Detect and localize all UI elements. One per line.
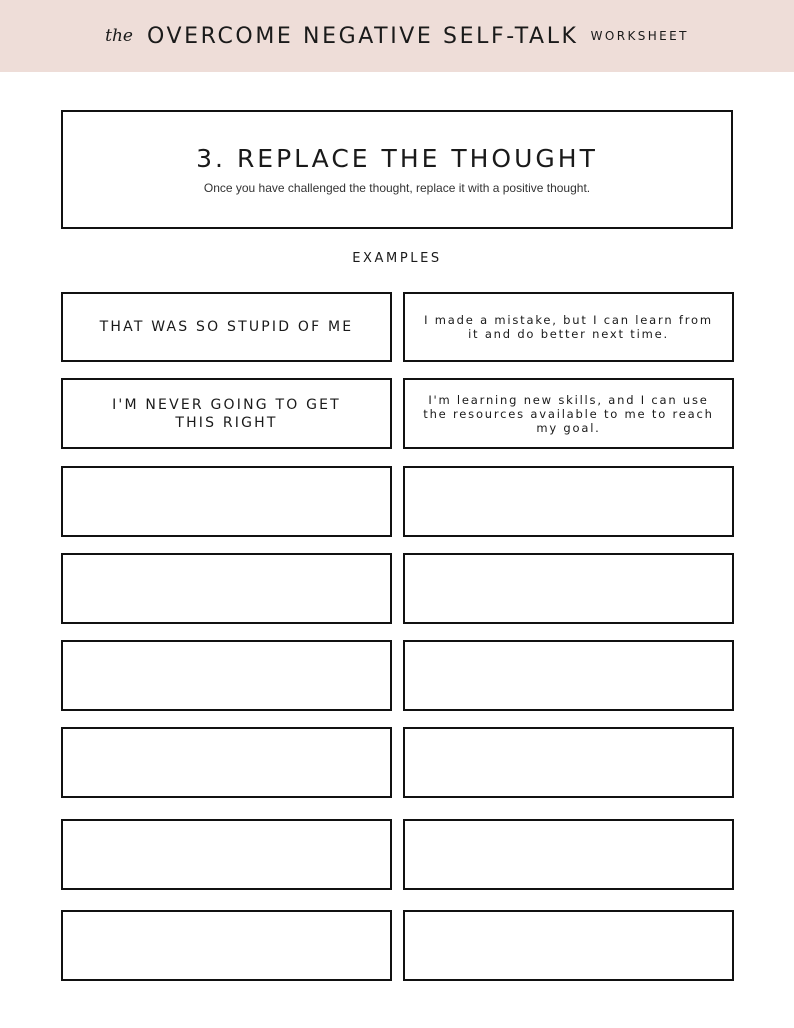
header-suffix: WORKSHEET xyxy=(590,29,689,43)
header-title: OVERCOME NEGATIVE SELF-TALK xyxy=(146,23,579,49)
positive-thought-box xyxy=(403,292,734,362)
negative-thought-box xyxy=(61,378,392,449)
negative-thought-input[interactable] xyxy=(61,553,392,624)
positive-thought-input[interactable] xyxy=(403,819,734,890)
section-title-box xyxy=(61,110,733,229)
positive-thought-input[interactable] xyxy=(403,727,734,798)
header-prefix: the xyxy=(105,26,133,46)
negative-thought-input[interactable] xyxy=(61,727,392,798)
negative-thought-input[interactable] xyxy=(61,466,392,537)
examples-label: EXAMPLES xyxy=(352,251,442,266)
section-title: 3. REPLACE THE THOUGHT xyxy=(196,144,598,173)
positive-thought-input[interactable] xyxy=(403,553,734,624)
positive-thought-text: I'm learning new skills, and I can use the resources available to me to reach my goal. xyxy=(423,392,714,435)
positive-thought-input[interactable] xyxy=(403,466,734,537)
positive-thought-input[interactable] xyxy=(403,910,734,981)
negative-thought-input[interactable] xyxy=(61,819,392,890)
negative-thought-text: THAT WAS SO STUPID OF ME xyxy=(99,319,354,335)
negative-thought-box xyxy=(61,292,392,362)
positive-thought-text: I made a mistake, but I can learn from it and do better next time. xyxy=(424,313,713,341)
positive-thought-input[interactable] xyxy=(403,640,734,711)
positive-thought-box xyxy=(403,378,734,449)
worksheet-header xyxy=(0,0,794,72)
negative-thought-input[interactable] xyxy=(61,640,392,711)
negative-thought-input[interactable] xyxy=(61,910,392,981)
negative-thought-text: I'M NEVER GOING TO GET THIS RIGHT xyxy=(112,396,341,431)
section-instruction: Once you have challenged the thought, replace it with a positive thought. xyxy=(203,181,591,195)
